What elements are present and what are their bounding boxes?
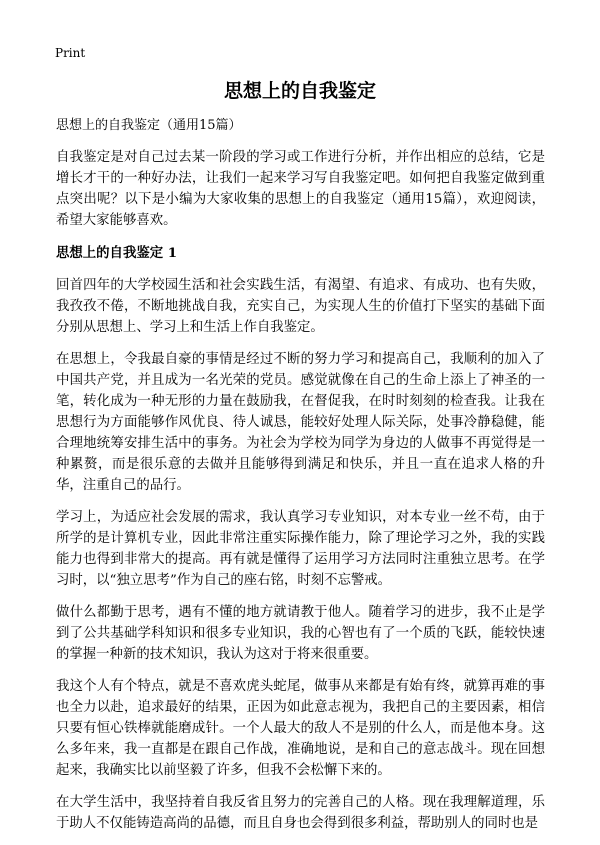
page-title: 思想上的自我鉴定: [223, 80, 376, 102]
body-paragraph-4: 做什么都勤于思考，遇有不懂的地方就请教于他人。随着学习的进步，我不止是学到了公共基础学科知识和很多专业知识，我的心智也有了一个质的飞跃，能较快速的掌握一种新的技术知识，我认为这对于将来很重要。: [56, 605, 545, 662]
section-heading: 思想上的自我鉴定 1: [56, 245, 178, 261]
body-paragraph-6: 在大学生活中，我坚持着自我反省且努力的完善自己的人格。现在我理解道理，乐于助人不仅能铸造高尚的品德，而且自身也会得到很多利益，帮助别人的同时也是: [56, 795, 545, 831]
body-paragraph-3: 学习上，为适应社会发展的需求，我认真学习专业知识，对本专业一丝不苟，由于所学的是计算机专业，因此非常注重实际操作能力，除了理论学习之外，我的实践能力也得到非常大的提高。再有就是懂得了运用学习方法同时注重独立思考。在学习时，以“独立思考”作为自己的座右铭，时刻不忘警戒。: [56, 510, 545, 588]
article-body: [56, 116, 545, 845]
intro-paragraph: 自我鉴定是对自己过去某一阶段的学习或工作进行分析，并作出相应的总结，它是增长才干的一种好办法，让我们一起来学习写自我鉴定吧。如何把自我鉴定做到重点突出呢？以下是小编为大家收集的思想上的自我鉴定（通用15篇），欢迎阅读，希望大家能够喜欢。: [56, 150, 545, 228]
print-link[interactable]: Print: [55, 46, 86, 60]
body-paragraph-5: 我这个人有个特点，就是不喜欢虎头蛇尾，做事从来都是有始有终，就算再难的事也全力以赴，追求最好的结果，正因为如此意志视为，我把自己的主要因素，相信只要有恒心铁棒就能磨成针。一个人最大的敌人不是别的什么人，而是他本身。这么多年来，我一直都是在跟自己作战，准确地说，是和自己的意志战斗。现在回想起来，我确实比以前坚毅了许多，但我不会松懈下来的。: [56, 679, 545, 778]
article-subtitle: 思想上的自我鉴定（通用15篇）: [56, 118, 242, 133]
body-paragraph-1: 回首四年的大学校园生活和社会实践生活，有渴望、有追求、有成功、也有失败，我孜孜不倦，不断地挑战自我，充实自己，为实现人生的价值打下坚实的基础下面分别从思想上、学习上和生活上作自我鉴定。: [56, 278, 545, 335]
body-paragraph-2: 在思想上，令我最自豪的事情是经过不断的努力学习和提高自己，我顺利的加入了中国共产党，并且成为一名光荣的党员。感觉就像在自己的生命上添上了神圣的一笔，转化成为一种无形的力量在鼓励我，在督促我，在时时刻刻的检查我。让我在思想行为方面能够作风优良、待人诚恳，能较好处理人际关际，处事冷静稳健，能合理地统筹安排生活中的事务。为社会为学校为同学为身边的人做事不再觉得是一种累赘，而是很乐意的去做并且能够得到满足和快乐，并且一直在追求人格的升华，注重自己的品行。: [56, 352, 545, 493]
